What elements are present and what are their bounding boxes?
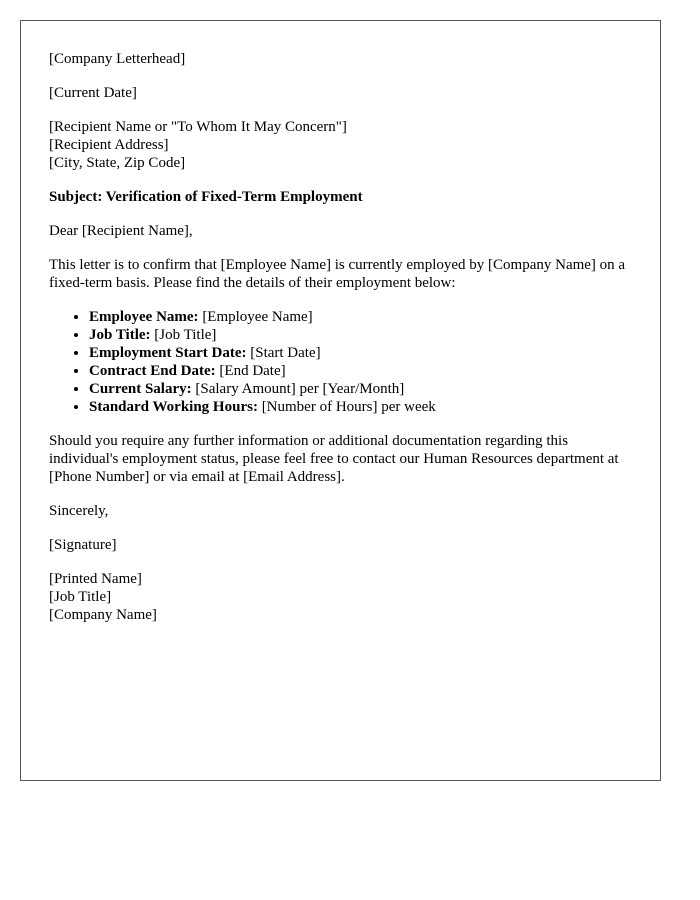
detail-value: [Start Date] [246, 345, 321, 361]
detail-value: [Salary Amount] per [Year/Month] [191, 381, 405, 397]
company-letterhead: [Company Letterhead] [49, 51, 186, 67]
closing: Sincerely, [49, 503, 109, 519]
detail-value: [Job Title] [150, 327, 217, 343]
detail-label: Job Title: [89, 327, 151, 343]
detail-label: Employee Name: [89, 309, 199, 325]
detail-employee-name [89, 308, 632, 326]
signer-printed-name: [Printed Name] [49, 571, 142, 587]
detail-value: [Employee Name] [198, 309, 313, 325]
recipient-block [49, 118, 632, 172]
subject-line: Subject: Verification of Fixed-Term Employment [49, 189, 363, 205]
employment-details-list [49, 308, 632, 416]
detail-label: Current Salary: [89, 381, 192, 397]
signer-company: [Company Name] [49, 607, 157, 623]
detail-job-title [89, 326, 632, 344]
current-date: [Current Date] [49, 85, 137, 101]
recipient-address: [Recipient Address] [49, 137, 169, 153]
contact-paragraph: Should you require any further information or additional documentation regarding this individual's employment status, please feel free to contact our Human Resources department at [Phone Number] or via email at [Email Address]. [49, 433, 619, 485]
detail-value: [End Date] [215, 363, 286, 379]
detail-label: Contract End Date: [89, 363, 216, 379]
detail-salary [89, 380, 632, 398]
detail-label: Standard Working Hours: [89, 399, 258, 415]
recipient-city: [City, State, Zip Code] [49, 155, 186, 171]
detail-start-date [89, 344, 632, 362]
intro-paragraph: This letter is to confirm that [Employee Name] is currently employed by [Company Name] on a fixed-term basis. Please find the details of their employment below: [49, 257, 626, 291]
signer-job-title: [Job Title] [49, 589, 112, 605]
signature: [Signature] [49, 537, 117, 553]
salutation: Dear [Recipient Name], [49, 223, 193, 239]
detail-label: Employment Start Date: [89, 345, 247, 361]
letter-page [20, 20, 661, 781]
detail-working-hours [89, 398, 632, 416]
recipient-name: [Recipient Name or "To Whom It May Concern"] [49, 119, 347, 135]
signer-block [49, 570, 632, 624]
detail-value: [Number of Hours] per week [257, 399, 436, 415]
detail-end-date [89, 362, 632, 380]
